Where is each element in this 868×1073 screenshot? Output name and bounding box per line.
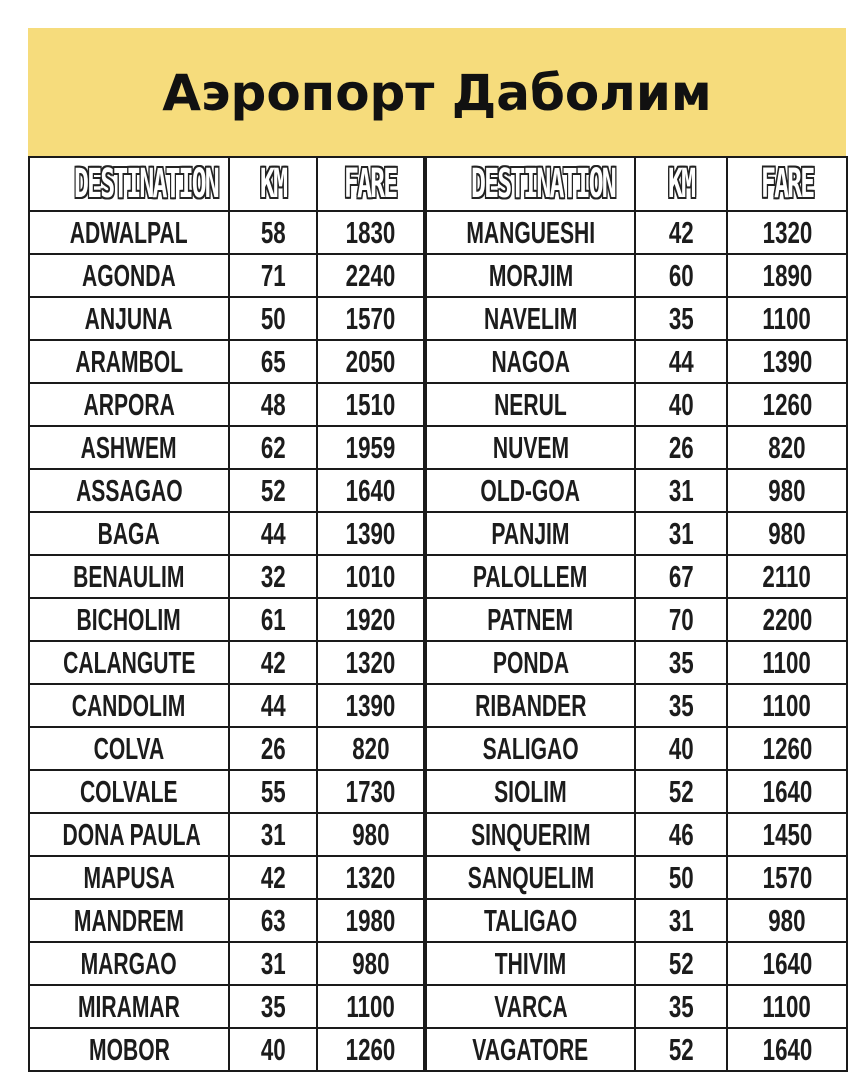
fare-cell: 1320: [727, 211, 847, 254]
destination-cell: COLVA: [29, 727, 229, 770]
fare-cell: 1100: [317, 985, 425, 1028]
header-fare-2: FARE: [727, 157, 847, 211]
km-cell: 48: [229, 383, 317, 426]
table-row: [29, 641, 847, 684]
fare-cell: 1730: [317, 770, 425, 813]
table-row: [29, 512, 847, 555]
fare-cell: 1260: [727, 383, 847, 426]
km-cell: 46: [635, 813, 727, 856]
table-header-row: [29, 157, 847, 211]
destination-cell: ASHWEM: [29, 426, 229, 469]
fare-cell: 1100: [727, 684, 847, 727]
fare-cell: 1510: [317, 383, 425, 426]
table-row: [29, 254, 847, 297]
km-cell: 55: [229, 770, 317, 813]
destination-cell: SALIGAO: [425, 727, 635, 770]
fare-cell: 1260: [727, 727, 847, 770]
table-row: [29, 727, 847, 770]
fare-cell: 1890: [727, 254, 847, 297]
fare-cell: 980: [727, 469, 847, 512]
km-cell: 26: [635, 426, 727, 469]
fare-cell: 1640: [727, 770, 847, 813]
destination-cell: SANQUELIM: [425, 856, 635, 899]
km-cell: 52: [635, 1028, 727, 1071]
table-row: [29, 297, 847, 340]
km-cell: 71: [229, 254, 317, 297]
destination-cell: CALANGUTE: [29, 641, 229, 684]
destination-cell: CANDOLIM: [29, 684, 229, 727]
km-cell: 50: [635, 856, 727, 899]
destination-cell: BICHOLIM: [29, 598, 229, 641]
table-row: [29, 1028, 847, 1071]
table-row: [29, 469, 847, 512]
fare-cell: 1920: [317, 598, 425, 641]
fare-cell: 1010: [317, 555, 425, 598]
km-cell: 44: [229, 512, 317, 555]
km-cell: 67: [635, 555, 727, 598]
fare-cell: 980: [727, 512, 847, 555]
km-cell: 58: [229, 211, 317, 254]
destination-cell: PONDA: [425, 641, 635, 684]
destination-cell: PATNEM: [425, 598, 635, 641]
km-cell: 52: [635, 770, 727, 813]
destination-cell: MANGUESHI: [425, 211, 635, 254]
destination-cell: VAGATORE: [425, 1028, 635, 1071]
km-cell: 35: [229, 985, 317, 1028]
fare-cell: 1570: [317, 297, 425, 340]
fare-cell: 2050: [317, 340, 425, 383]
destination-cell: SINQUERIM: [425, 813, 635, 856]
destination-cell: BAGA: [29, 512, 229, 555]
km-cell: 35: [635, 297, 727, 340]
header-destination-1: DESTINATION: [29, 157, 229, 211]
table-row: [29, 426, 847, 469]
fare-cell: 1390: [317, 684, 425, 727]
km-cell: 40: [229, 1028, 317, 1071]
destination-cell: MARGAO: [29, 942, 229, 985]
km-cell: 31: [635, 469, 727, 512]
destination-cell: NERUL: [425, 383, 635, 426]
fare-cell: 1320: [317, 856, 425, 899]
km-cell: 40: [635, 383, 727, 426]
fare-cell: 2110: [727, 555, 847, 598]
destination-cell: NAGOA: [425, 340, 635, 383]
km-cell: 31: [229, 813, 317, 856]
km-cell: 65: [229, 340, 317, 383]
fare-cell: 1980: [317, 899, 425, 942]
table-row: [29, 598, 847, 641]
fare-cell: 1100: [727, 985, 847, 1028]
km-cell: 61: [229, 598, 317, 641]
km-cell: 31: [635, 512, 727, 555]
table-row: [29, 684, 847, 727]
km-cell: 26: [229, 727, 317, 770]
destination-cell: AGONDA: [29, 254, 229, 297]
table-row: [29, 340, 847, 383]
km-cell: 35: [635, 684, 727, 727]
km-cell: 31: [635, 899, 727, 942]
fare-cell: 1100: [727, 297, 847, 340]
fare-cell: 2200: [727, 598, 847, 641]
fare-cell: 1390: [727, 340, 847, 383]
table-row: [29, 856, 847, 899]
table-row: [29, 555, 847, 598]
destination-cell: RIBANDER: [425, 684, 635, 727]
fare-cell: 2240: [317, 254, 425, 297]
fare-cell: 1100: [727, 641, 847, 684]
destination-cell: ARAMBOL: [29, 340, 229, 383]
destination-cell: THIVIM: [425, 942, 635, 985]
destination-cell: ASSAGAO: [29, 469, 229, 512]
destination-cell: COLVALE: [29, 770, 229, 813]
km-cell: 35: [635, 985, 727, 1028]
destination-cell: MOBOR: [29, 1028, 229, 1071]
fare-cell: 1450: [727, 813, 847, 856]
fare-cell: 1390: [317, 512, 425, 555]
km-cell: 42: [229, 641, 317, 684]
destination-cell: MAPUSA: [29, 856, 229, 899]
km-cell: 62: [229, 426, 317, 469]
km-cell: 52: [229, 469, 317, 512]
fare-cell: 1570: [727, 856, 847, 899]
destination-cell: MORJIM: [425, 254, 635, 297]
fare-table: [28, 156, 848, 1072]
table-row: [29, 770, 847, 813]
destination-cell: PANJIM: [425, 512, 635, 555]
km-cell: 35: [635, 641, 727, 684]
destination-cell: ARPORA: [29, 383, 229, 426]
destination-cell: ADWALPAL: [29, 211, 229, 254]
fare-cell: 820: [317, 727, 425, 770]
destination-cell: PALOLLEM: [425, 555, 635, 598]
km-cell: 32: [229, 555, 317, 598]
fare-cell: 820: [727, 426, 847, 469]
destination-cell: MIRAMAR: [29, 985, 229, 1028]
km-cell: 40: [635, 727, 727, 770]
fare-cell: 1640: [727, 942, 847, 985]
km-cell: 31: [229, 942, 317, 985]
destination-cell: DONA PAULA: [29, 813, 229, 856]
destination-cell: VARCA: [425, 985, 635, 1028]
km-cell: 44: [635, 340, 727, 383]
header-destination-2: DESTINATION: [425, 157, 635, 211]
km-cell: 52: [635, 942, 727, 985]
destination-cell: ANJUNA: [29, 297, 229, 340]
table-row: [29, 813, 847, 856]
fare-cell: 1640: [317, 469, 425, 512]
km-cell: 42: [229, 856, 317, 899]
destination-cell: NAVELIM: [425, 297, 635, 340]
km-cell: 63: [229, 899, 317, 942]
fare-cell: 1959: [317, 426, 425, 469]
destination-cell: NUVEM: [425, 426, 635, 469]
destination-cell: BENAULIM: [29, 555, 229, 598]
table-row: [29, 985, 847, 1028]
fare-cell: 980: [317, 942, 425, 985]
table-body: [29, 211, 847, 1071]
page-title: Аэропорт Даболим: [162, 64, 712, 122]
table-row: [29, 899, 847, 942]
fare-cell: 980: [727, 899, 847, 942]
fare-cell: 1640: [727, 1028, 847, 1071]
table-row: [29, 942, 847, 985]
km-cell: 70: [635, 598, 727, 641]
fare-cell: 1320: [317, 641, 425, 684]
header-km-1: KM: [229, 157, 317, 211]
table-row: [29, 383, 847, 426]
km-cell: 42: [635, 211, 727, 254]
destination-cell: SIOLIM: [425, 770, 635, 813]
fare-cell: 1260: [317, 1028, 425, 1071]
destination-cell: OLD-GOA: [425, 469, 635, 512]
title-banner: [28, 28, 846, 156]
fare-cell: 980: [317, 813, 425, 856]
destination-cell: TALIGAO: [425, 899, 635, 942]
destination-cell: MANDREM: [29, 899, 229, 942]
table-row: [29, 211, 847, 254]
km-cell: 44: [229, 684, 317, 727]
fare-cell: 1830: [317, 211, 425, 254]
header-km-2: KM: [635, 157, 727, 211]
km-cell: 60: [635, 254, 727, 297]
km-cell: 50: [229, 297, 317, 340]
header-fare-1: FARE: [317, 157, 425, 211]
